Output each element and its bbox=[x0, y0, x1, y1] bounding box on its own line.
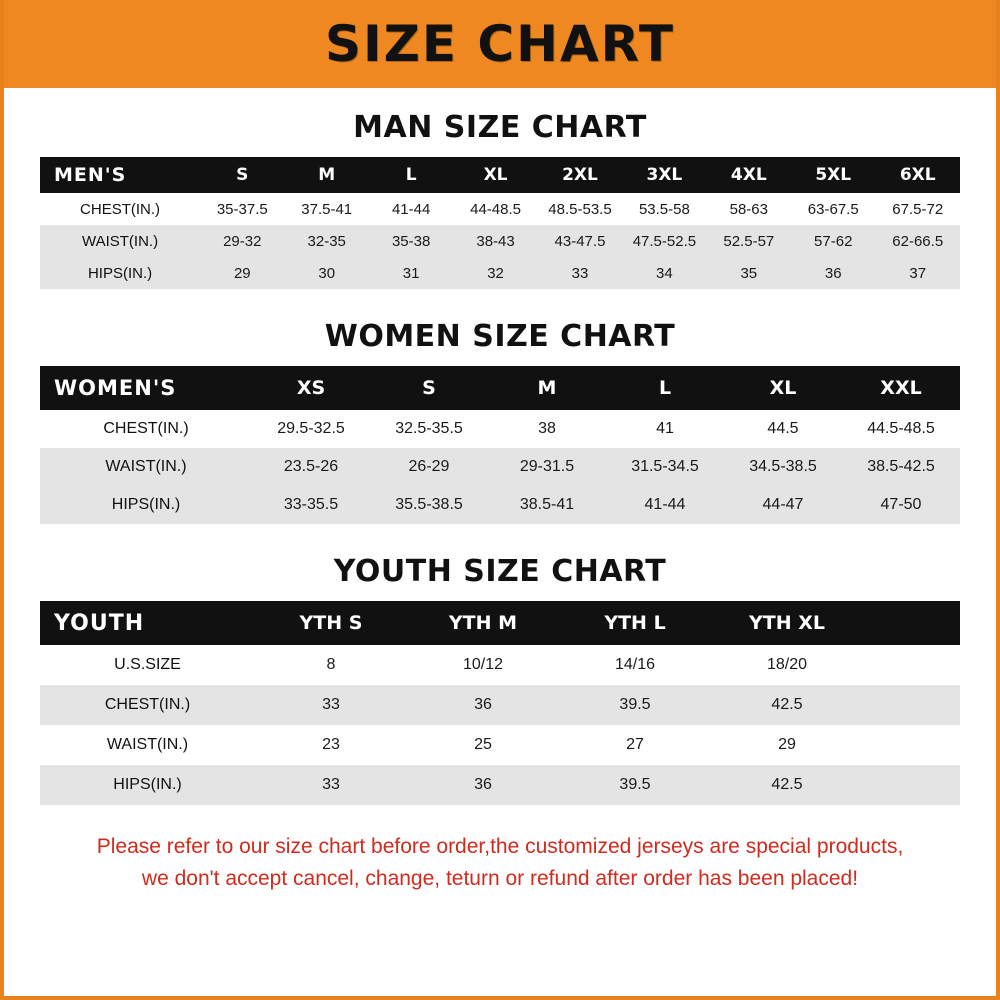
man-row-1-cell-6: 52.5-57 bbox=[707, 225, 791, 257]
women-row-1-cell-3: 31.5-34.5 bbox=[606, 448, 724, 486]
man-col-header-0: S bbox=[200, 157, 284, 193]
women-size-table bbox=[40, 366, 960, 524]
man-row-2-cell-4: 33 bbox=[538, 257, 622, 289]
man-row-label-header: MEN'S bbox=[40, 157, 200, 193]
youth-row-3-cell-0: 33 bbox=[255, 765, 407, 805]
women-col-header-1: S bbox=[370, 366, 488, 410]
man-row-0-cell-4: 48.5-53.5 bbox=[538, 193, 622, 225]
man-row-1-cell-5: 47.5-52.5 bbox=[622, 225, 706, 257]
table-row bbox=[40, 725, 960, 765]
man-row-2-cell-2: 31 bbox=[369, 257, 453, 289]
women-row-1-cell-2: 29-31.5 bbox=[488, 448, 606, 486]
youth-table-header-row bbox=[40, 601, 960, 645]
women-row-1-cell-4: 34.5-38.5 bbox=[724, 448, 842, 486]
youth-row-1-cell-0: 33 bbox=[255, 685, 407, 725]
youth-col-header-0: YTH S bbox=[255, 601, 407, 645]
youth-row-0-label: U.S.SIZE bbox=[40, 645, 255, 685]
youth-row-0-cell-2: 14/16 bbox=[559, 645, 711, 685]
man-row-0-cell-8: 67.5-72 bbox=[875, 193, 960, 225]
man-row-1-cell-3: 38-43 bbox=[453, 225, 537, 257]
youth-row-3-cell-3: 42.5 bbox=[711, 765, 863, 805]
page-banner bbox=[4, 0, 996, 88]
women-row-2-cell-2: 38.5-41 bbox=[488, 486, 606, 524]
man-row-2-cell-8: 37 bbox=[875, 257, 960, 289]
man-row-1-cell-1: 32-35 bbox=[285, 225, 369, 257]
man-row-0-cell-1: 37.5-41 bbox=[285, 193, 369, 225]
man-row-1-cell-2: 35-38 bbox=[369, 225, 453, 257]
women-col-header-2: M bbox=[488, 366, 606, 410]
women-row-1-cell-5: 38.5-42.5 bbox=[842, 448, 960, 486]
youth-row-2-spacer bbox=[863, 725, 960, 765]
youth-row-1-cell-1: 36 bbox=[407, 685, 559, 725]
table-row bbox=[40, 645, 960, 685]
youth-row-2-cell-0: 23 bbox=[255, 725, 407, 765]
youth-row-3-cell-2: 39.5 bbox=[559, 765, 711, 805]
women-section-title: WOMEN SIZE CHART bbox=[324, 319, 676, 354]
youth-row-2-cell-2: 27 bbox=[559, 725, 711, 765]
footer-note bbox=[34, 831, 966, 894]
women-row-2-cell-5: 47-50 bbox=[842, 486, 960, 524]
women-row-1-label: WAIST(IN.) bbox=[40, 448, 252, 486]
man-row-1-cell-4: 43-47.5 bbox=[538, 225, 622, 257]
man-row-1-cell-7: 57-62 bbox=[791, 225, 875, 257]
women-row-0-label: CHEST(IN.) bbox=[40, 410, 252, 448]
table-row bbox=[40, 765, 960, 805]
man-section-title: MAN SIZE CHART bbox=[353, 110, 647, 145]
table-row bbox=[40, 685, 960, 725]
youth-row-1-cell-3: 42.5 bbox=[711, 685, 863, 725]
women-row-2-cell-3: 41-44 bbox=[606, 486, 724, 524]
man-row-1-label: WAIST(IN.) bbox=[40, 225, 200, 257]
youth-row-1-label: CHEST(IN.) bbox=[40, 685, 255, 725]
women-row-0-cell-2: 38 bbox=[488, 410, 606, 448]
youth-col-header-spacer bbox=[863, 601, 960, 645]
youth-size-section bbox=[4, 554, 996, 805]
man-col-header-8: 6XL bbox=[875, 157, 960, 193]
man-row-0-cell-7: 63-67.5 bbox=[791, 193, 875, 225]
youth-section-title: YOUTH SIZE CHART bbox=[333, 554, 667, 589]
youth-row-2-cell-3: 29 bbox=[711, 725, 863, 765]
youth-row-0-spacer bbox=[863, 645, 960, 685]
man-size-section bbox=[4, 110, 996, 289]
man-row-2-cell-6: 35 bbox=[707, 257, 791, 289]
table-row bbox=[40, 410, 960, 448]
man-row-0-label: CHEST(IN.) bbox=[40, 193, 200, 225]
page-title: SIZE CHART bbox=[324, 15, 676, 73]
women-row-label-header: WOMEN'S bbox=[40, 366, 252, 410]
man-row-0-cell-2: 41-44 bbox=[369, 193, 453, 225]
women-size-section bbox=[4, 319, 996, 524]
man-row-0-cell-0: 35-37.5 bbox=[200, 193, 284, 225]
man-size-table bbox=[40, 157, 960, 289]
women-col-header-4: XL bbox=[724, 366, 842, 410]
women-row-2-cell-0: 33-35.5 bbox=[252, 486, 370, 524]
youth-col-header-1: YTH M bbox=[407, 601, 559, 645]
youth-row-3-spacer bbox=[863, 765, 960, 805]
women-col-header-5: XXL bbox=[842, 366, 960, 410]
man-row-2-label: HIPS(IN.) bbox=[40, 257, 200, 289]
table-row bbox=[40, 257, 960, 289]
footer-note-line-1: Please refer to our size chart before order,the customized jerseys are special products, bbox=[96, 835, 904, 858]
women-row-2-cell-1: 35.5-38.5 bbox=[370, 486, 488, 524]
women-row-2-label: HIPS(IN.) bbox=[40, 486, 252, 524]
man-row-0-cell-5: 53.5-58 bbox=[622, 193, 706, 225]
women-row-1-cell-1: 26-29 bbox=[370, 448, 488, 486]
youth-size-table bbox=[40, 601, 960, 805]
man-row-0-cell-6: 58-63 bbox=[707, 193, 791, 225]
table-row bbox=[40, 486, 960, 524]
youth-row-3-cell-1: 36 bbox=[407, 765, 559, 805]
youth-row-1-cell-2: 39.5 bbox=[559, 685, 711, 725]
youth-row-0-cell-0: 8 bbox=[255, 645, 407, 685]
women-col-header-0: XS bbox=[252, 366, 370, 410]
women-row-0-cell-3: 41 bbox=[606, 410, 724, 448]
man-col-header-5: 3XL bbox=[622, 157, 706, 193]
man-col-header-1: M bbox=[285, 157, 369, 193]
man-row-1-cell-8: 62-66.5 bbox=[875, 225, 960, 257]
table-row bbox=[40, 193, 960, 225]
table-row bbox=[40, 448, 960, 486]
man-row-2-cell-5: 34 bbox=[622, 257, 706, 289]
table-row bbox=[40, 225, 960, 257]
youth-col-header-2: YTH L bbox=[559, 601, 711, 645]
women-col-header-3: L bbox=[606, 366, 724, 410]
footer-note-line-2: we don't accept cancel, change, teturn or refund after order has been placed! bbox=[141, 866, 859, 890]
women-row-0-cell-1: 32.5-35.5 bbox=[370, 410, 488, 448]
youth-row-3-label: HIPS(IN.) bbox=[40, 765, 255, 805]
youth-row-0-cell-3: 18/20 bbox=[711, 645, 863, 685]
man-row-0-cell-3: 44-48.5 bbox=[453, 193, 537, 225]
man-row-2-cell-0: 29 bbox=[200, 257, 284, 289]
youth-row-0-cell-1: 10/12 bbox=[407, 645, 559, 685]
youth-row-2-cell-1: 25 bbox=[407, 725, 559, 765]
man-row-2-cell-7: 36 bbox=[791, 257, 875, 289]
women-row-0-cell-5: 44.5-48.5 bbox=[842, 410, 960, 448]
man-col-header-3: XL bbox=[453, 157, 537, 193]
man-row-2-cell-3: 32 bbox=[453, 257, 537, 289]
women-row-0-cell-0: 29.5-32.5 bbox=[252, 410, 370, 448]
man-col-header-2: L bbox=[369, 157, 453, 193]
youth-row-label-header: YOUTH bbox=[40, 601, 255, 645]
man-col-header-6: 4XL bbox=[707, 157, 791, 193]
man-row-1-cell-0: 29-32 bbox=[200, 225, 284, 257]
youth-row-1-spacer bbox=[863, 685, 960, 725]
man-col-header-4: 2XL bbox=[538, 157, 622, 193]
women-row-2-cell-4: 44-47 bbox=[724, 486, 842, 524]
women-table-header-row bbox=[40, 366, 960, 410]
youth-col-header-3: YTH XL bbox=[711, 601, 863, 645]
youth-row-2-label: WAIST(IN.) bbox=[40, 725, 255, 765]
women-row-0-cell-4: 44.5 bbox=[724, 410, 842, 448]
man-table-header-row bbox=[40, 157, 960, 193]
man-col-header-7: 5XL bbox=[791, 157, 875, 193]
women-row-1-cell-0: 23.5-26 bbox=[252, 448, 370, 486]
man-row-2-cell-1: 30 bbox=[285, 257, 369, 289]
